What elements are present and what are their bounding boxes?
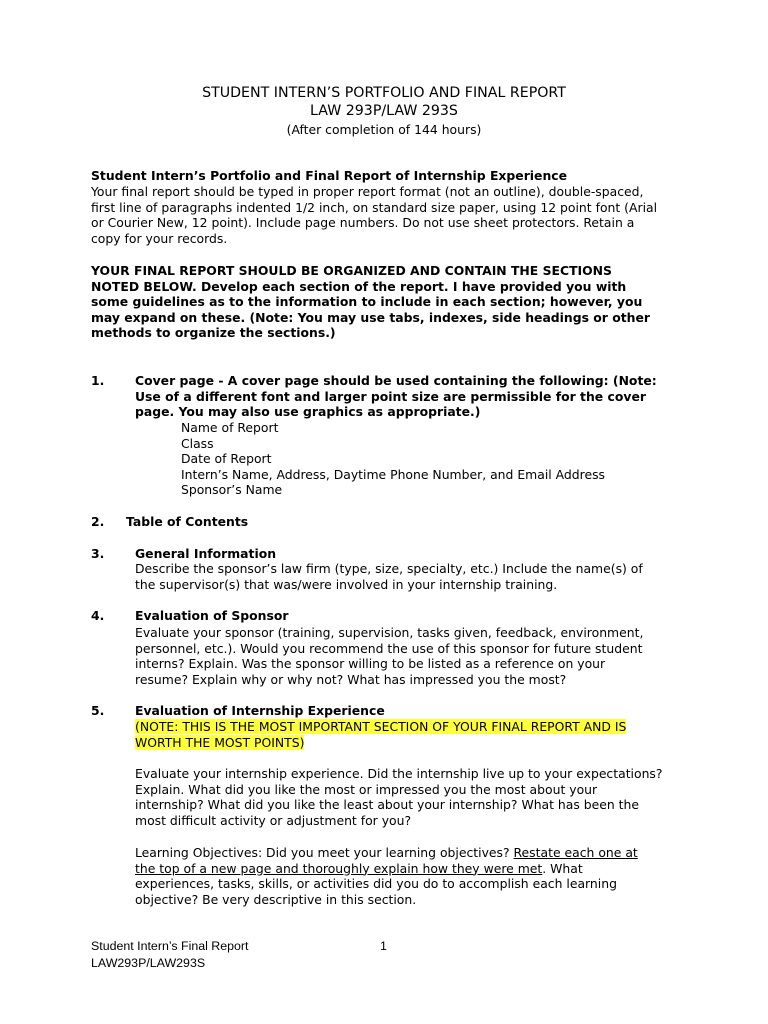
intro-paragraph-line: or Courier New, 12 point). Include page numbers. Do not use sheet protectors. Retain a bbox=[91, 215, 635, 231]
section-1-cover-page bbox=[135, 373, 685, 420]
instructions-line: may expand on these. (Note: You may use tabs, indexes, side headings or other bbox=[91, 309, 651, 325]
section-3-body bbox=[135, 561, 680, 592]
section-4-line: Evaluate your sponsor (training, supervision, tasks given, feedback, environment, bbox=[135, 625, 644, 640]
footer-report-title: Student Intern’s Final Report bbox=[91, 939, 249, 953]
section-4-line: interns? Explain. Was the sponsor willing to be listed as a reference on your bbox=[135, 656, 606, 672]
section-3-line: the supervisor(s) that was/were involved in your internship training. bbox=[135, 576, 558, 592]
section-4-line: resume? Explain why or why not? What has impressed you the most? bbox=[135, 671, 567, 687]
section-4-body bbox=[135, 625, 680, 687]
intro-paragraph-line: copy for your records. bbox=[91, 230, 228, 246]
organization-instructions bbox=[91, 263, 681, 341]
section-5-line: Evaluate your internship experience. Did the internship live up to your expectations? bbox=[135, 766, 663, 781]
highlighted-note-line: (NOTE: THIS IS THE MOST IMPORTANT SECTION OF YOUR FINAL REPORT AND IS bbox=[135, 719, 627, 734]
instructions-line: some guidelines as to the information to include in each section; however, you bbox=[91, 294, 643, 310]
section-5-number: 5. bbox=[91, 703, 105, 718]
intro-paragraph-line: Your final report should be typed in proper report format (not an outline), double-spaced, bbox=[91, 184, 644, 199]
section-5-line: internship? What did you like the least about your internship? What has been the bbox=[135, 797, 640, 813]
section-4-line: personnel, etc.). Would you recommend the use of this sponsor for future student bbox=[135, 640, 643, 656]
instructions-line: methods to organize the sections.) bbox=[91, 325, 336, 341]
section-5-note bbox=[135, 719, 680, 750]
cover-item: Intern’s Name, Address, Daytime Phone Number, and Email Address bbox=[181, 466, 605, 482]
highlighted-note-line: WORTH THE MOST POINTS) bbox=[135, 734, 305, 750]
intro-paragraph bbox=[91, 184, 681, 246]
section-1-number: 1. bbox=[91, 373, 105, 388]
section-4-heading: Evaluation of Sponsor bbox=[135, 608, 289, 623]
section-3-number: 3. bbox=[91, 546, 105, 561]
course-code: LAW 293P/LAW 293S bbox=[310, 103, 458, 119]
section-2-number: 2. bbox=[91, 514, 105, 529]
objectives-underlined-text: the top of a new page and thoroughly explain how they were met bbox=[135, 860, 543, 876]
objectives-underlined-text: Restate each one at bbox=[513, 845, 638, 860]
section-1-line: Use of a different font and larger point size are permissible for the cover bbox=[135, 388, 646, 404]
objectives-line: experiences, tasks, skills, or activities did you do to accomplish each learning bbox=[135, 876, 617, 892]
section-1-line: page. You may also use graphics as appropriate.) bbox=[135, 404, 481, 420]
section-3-line: Describe the sponsor’s law firm (type, size, specialty, etc.) Include the name(s) of bbox=[135, 561, 643, 576]
objectives-text: Learning Objectives: Did you meet your learning objectives? bbox=[135, 845, 514, 860]
document-title: STUDENT INTERN’S PORTFOLIO AND FINAL REPORT bbox=[202, 85, 566, 101]
page-number: 1 bbox=[380, 939, 387, 953]
section-5-paragraph-1 bbox=[135, 766, 680, 828]
footer-course-code: LAW293P/LAW293S bbox=[91, 956, 206, 970]
cover-item: Name of Report bbox=[181, 420, 279, 435]
objectives-line: objective? Be very descriptive in this section. bbox=[135, 891, 417, 907]
intro-heading: Student Intern’s Portfolio and Final Report of Internship Experience bbox=[91, 168, 568, 183]
section-3-heading: General Information bbox=[135, 546, 277, 561]
cover-item: Class bbox=[181, 435, 214, 451]
cover-item: Date of Report bbox=[181, 451, 272, 467]
objectives-line bbox=[135, 845, 680, 861]
section-5-line: most difficult activity or adjustment for you? bbox=[135, 812, 412, 828]
instructions-line: NOTED BELOW. Develop each section of the report. I have provided you with bbox=[91, 278, 627, 294]
objectives-text: . What bbox=[542, 860, 583, 876]
instructions-line: YOUR FINAL REPORT SHOULD BE ORGANIZED AND CONTAIN THE SECTIONS bbox=[91, 263, 612, 278]
cover-item: Sponsor’s Name bbox=[181, 482, 283, 498]
section-5-learning-objectives bbox=[135, 845, 680, 907]
intro-paragraph-line: first line of paragraphs indented 1/2 inch, on standard size paper, using 12 point font (Arial bbox=[91, 199, 658, 215]
section-2-heading: Table of Contents bbox=[126, 514, 249, 529]
section-4-number: 4. bbox=[91, 608, 105, 623]
section-1-line: Cover page - A cover page should be used containing the following: (Note: bbox=[135, 373, 657, 388]
cover-page-items bbox=[181, 420, 681, 498]
document-subtitle: (After completion of 144 hours) bbox=[286, 122, 482, 137]
section-5-heading: Evaluation of Internship Experience bbox=[135, 703, 385, 718]
section-5-line: Explain. What did you like the most or impressed you the most about your bbox=[135, 781, 598, 797]
objectives-line bbox=[135, 861, 680, 877]
